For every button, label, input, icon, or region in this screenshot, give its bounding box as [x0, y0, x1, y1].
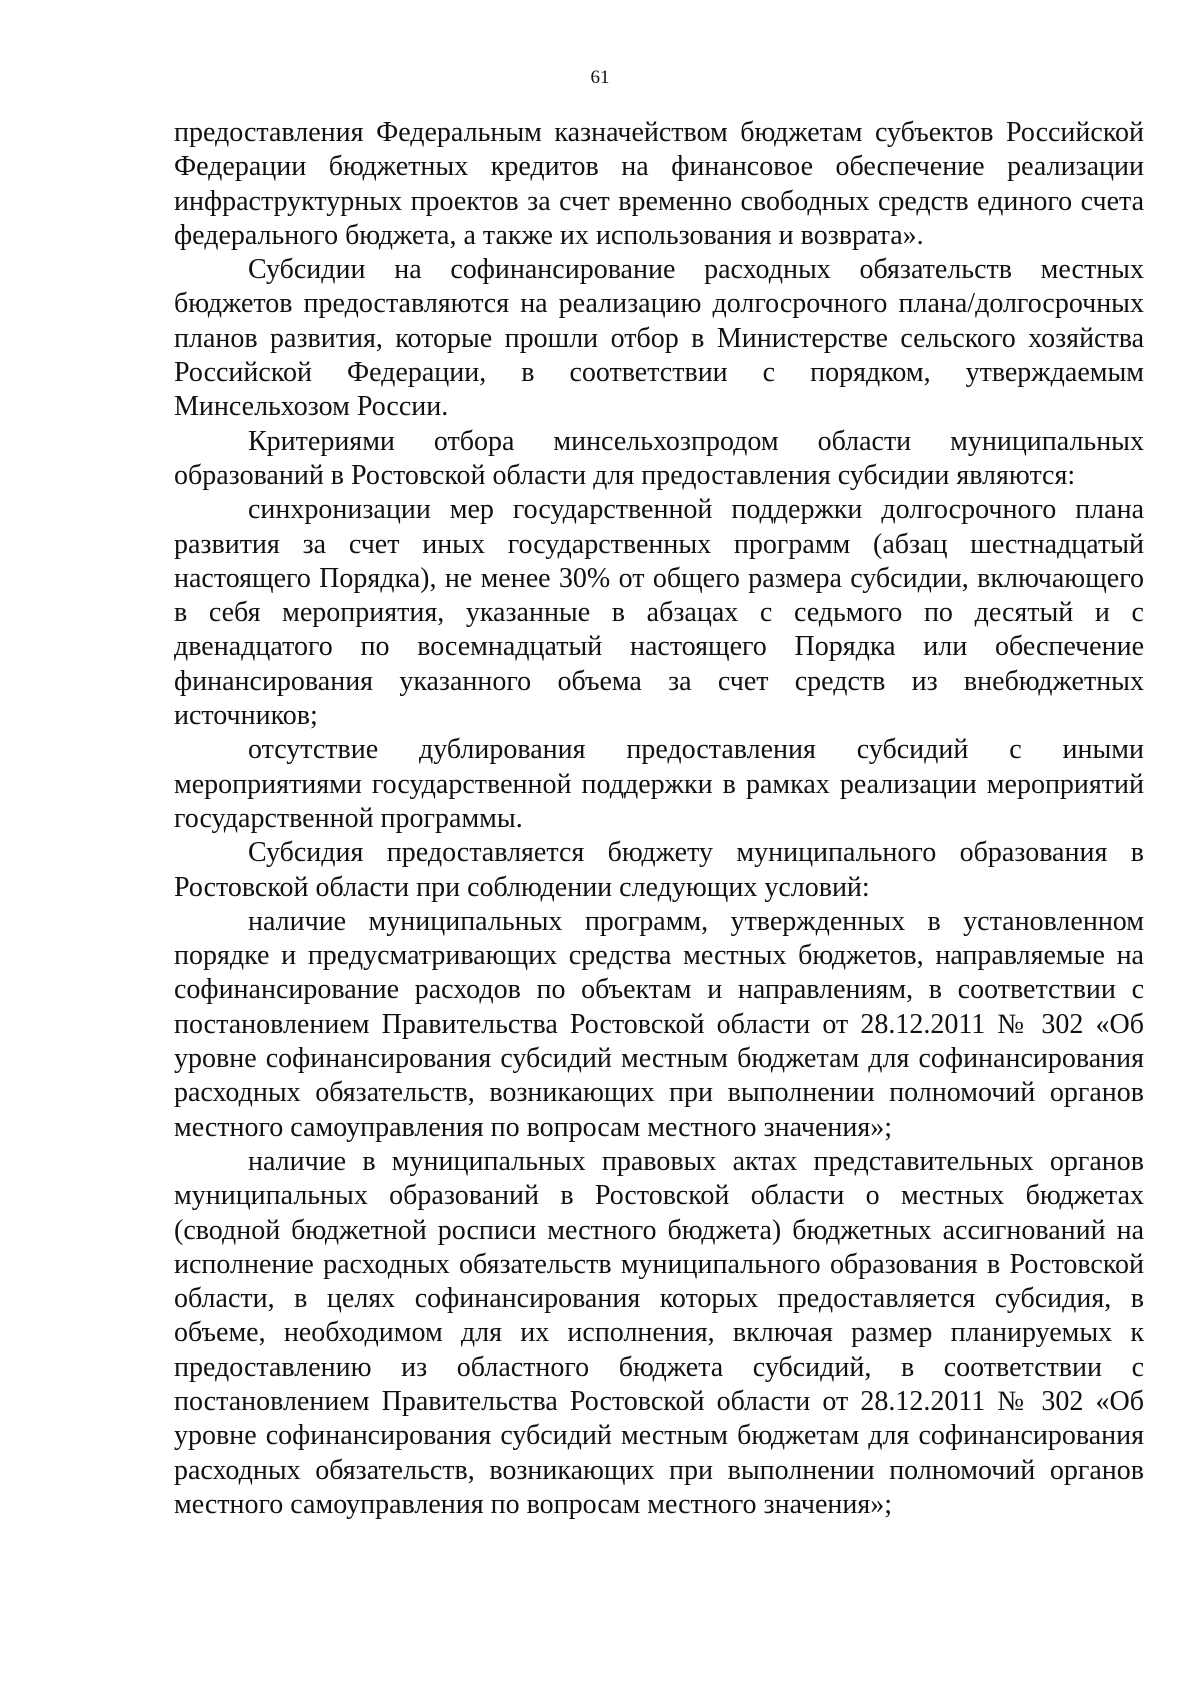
page-number: 61	[590, 67, 610, 88]
paragraph-4: синхронизации мер государственной поддержки долгосрочного плана развития за счет иных государственных программ (абзац шестнадцатый настоящего Порядка), не менее 30% от общего размера субсидии, включающего в себя мероприятия, указанные в абзацах с седьмого по десятый и с двенадцатого по восемнадцатый настоящего Порядка или обеспечение финансирования указанного объема за счет средств из внебюджетных источников;	[174, 494, 1144, 732]
paragraph-2: Субсидии на софинансирование расходных обязательств местных бюджетов предоставляются на реализацию долгосрочного плана/долгосрочных планов развития, которые прошли отбор в Министерстве сельского хозяйства Российской Федерации, в соответствии с порядком, утверждаемым Минсельхозом России.	[174, 254, 1144, 423]
paragraph-5: отсутствие дублирования предоставления субсидий с иными мероприятиями государственной поддержки в рамках реализации мероприятий государственной программы.	[174, 734, 1144, 834]
paragraph-3: Критериями отбора минсельхозпродом области муниципальных образований в Ростовской области для предоставления субсидии являются:	[174, 425, 1144, 491]
document-body	[174, 116, 1144, 1522]
paragraph-8: наличие в муниципальных правовых актах представительных органов муниципальных образований в Ростовской области о местных бюджетах (сводной бюджетной росписи местного бюджета) бюджетных ассигнований на исполнение расходных обязательств муниципального образования в Ростовской области, в целях софинансирования которых предоставляется субсидия, в объеме, необходимом для их исполнения, включая размер планируемых к предоставлению из областного бюджета субсидий, в соответствии с постановлением Правительства Ростовской области от 28.12.2011 № 302 «Об уровне софинансирования субсидий местным бюджетам для софинансирования расходных обязательств, возникающих при выполнении полномочий органов местного самоуправления по вопросам местного значения»;	[174, 1145, 1144, 1520]
paragraph-7: наличие муниципальных программ, утвержденных в установленном порядке и предусматривающих средства местных бюджетов, направляемые на софинансирование расходов по объектам и направлениям, в соответствии с постановлением Правительства Ростовской области от 28.12.2011 № 302 «Об уровне софинансирования субсидий местным бюджетам для софинансирования расходных обязательств, возникающих при выполнении полномочий органов местного самоуправления по вопросам местного значения»;	[174, 905, 1144, 1143]
paragraph-1: предоставления Федеральным казначейством бюджетам субъектов Российской Федерации бюджетных кредитов на финансовое обеспечение реализации инфраструктурных проектов за счет временно свободных средств единого счета федерального бюджета, а также их использования и возврата».	[174, 117, 1144, 251]
paragraph-6: Субсидия предоставляется бюджету муниципального образования в Ростовской области при соблюдении следующих условий:	[174, 837, 1144, 903]
